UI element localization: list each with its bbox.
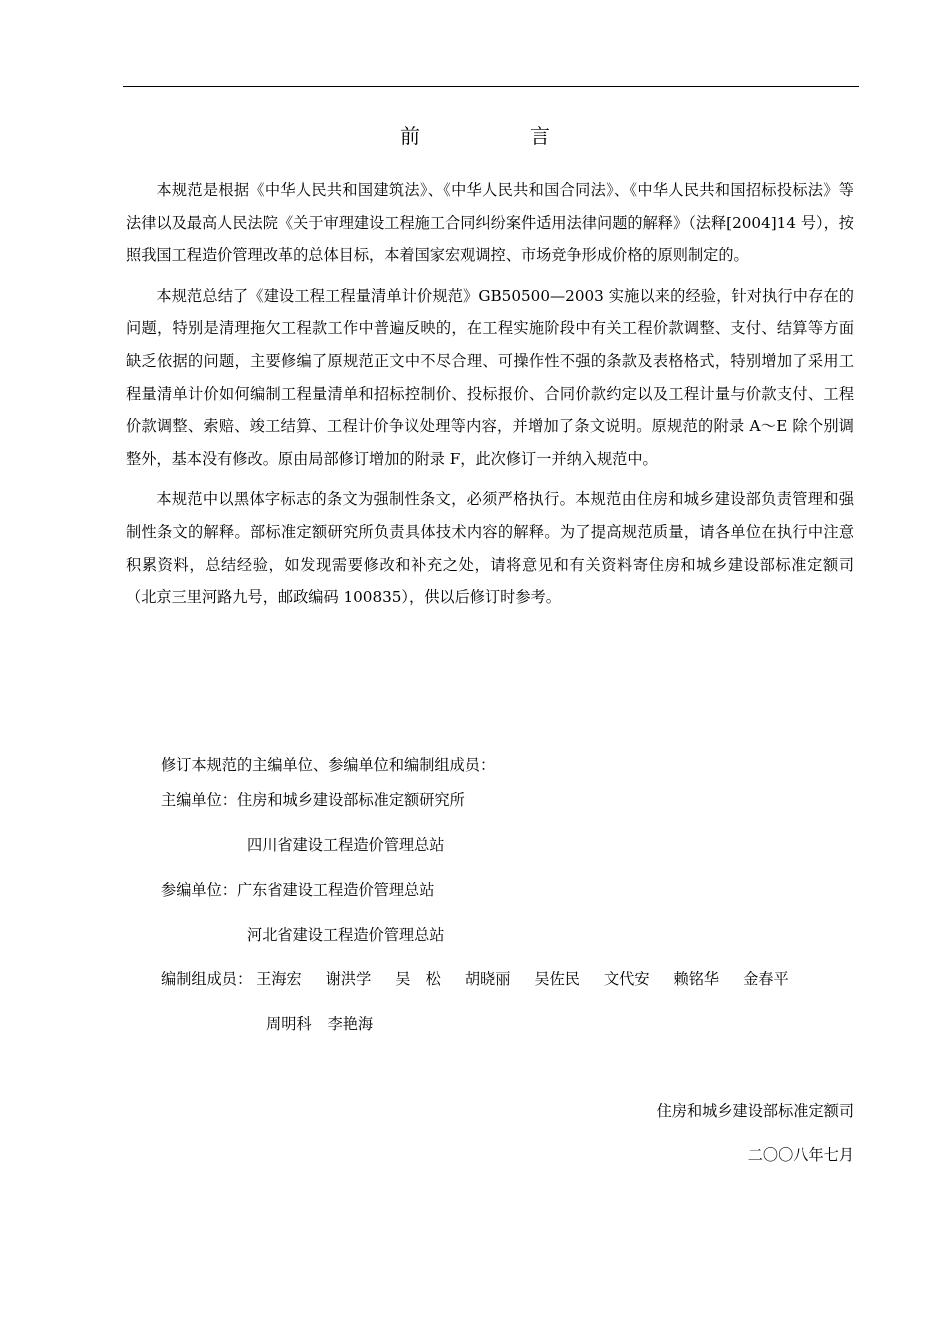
header-rule (123, 86, 859, 87)
chief-unit-1: 住房和城乡建设部标准定额研究所 (236, 791, 465, 809)
members-label: 编制组成员： (161, 970, 253, 988)
member-name: 谢洪学 (325, 970, 372, 988)
chief-unit-row (161, 789, 465, 811)
page-title (0, 122, 950, 150)
participant-unit-1: 广东省建设工程造价管理总站 (236, 881, 435, 899)
members-row-1 (161, 968, 789, 990)
signature: 住房和城乡建设部标准定额司 (656, 1102, 854, 1120)
member-name: 文代安 (603, 970, 650, 988)
paragraph-1: 本规范是根据《中华人民共和国建筑法》、《中华人民共和国合同法》、《中华人民共和国招标投标法》等法律以及最高人民法院《关于审理建设工程施工合同纠纷案件适用法律问题的解释》（法释[2004]14 号），按照我国工程造价管理改革的总体目标，本着国家宏观调控、市场竞争形成价格的原则制定的。 (126, 181, 854, 265)
member-name: 赖铭华 (673, 970, 720, 988)
member-name: 周明科 (266, 1015, 312, 1033)
member-name: 王海宏 (256, 970, 302, 988)
paragraph-3: 本规范中以黑体字标志的条文为强制性条文，必须严格执行。本规范由住房和城乡建设部负责管理和强制性条文的解释。部标准定额研究所负责具体技术内容的解释。为了提高规范质量，请各单位在执行中注意积累资料，总结经验，如发现需要修改和补充之处，请将意见和有关资料寄住房和城乡建设部标准定额司（北京三里河路九号，邮政编码 100835），供以后修订时参考。 (126, 490, 854, 607)
participant-unit-label: 参编单位： (161, 881, 237, 899)
title-char-2: 言 (530, 124, 550, 148)
date: 二〇〇八年七月 (747, 1146, 854, 1164)
member-name: 胡晓丽 (464, 970, 511, 988)
member-name: 金春平 (743, 970, 789, 988)
member-name: 吴 松 (395, 970, 441, 988)
participant-unit-2: 河北省建设工程造价管理总站 (247, 926, 445, 944)
member-name: 吴佐民 (534, 970, 580, 988)
title-char-1: 前 (400, 124, 420, 148)
chief-unit-label: 主编单位： (161, 791, 237, 809)
members-row-2 (266, 1013, 373, 1035)
chief-unit-2: 四川省建设工程造价管理总站 (247, 836, 445, 854)
preface-body (126, 174, 854, 622)
paragraph-2: 本规范总结了《建设工程工程量清单计价规范》GB50500—2003 实施以来的经验，针对执行中存在的问题，特别是清理拖欠工程款工作中普遍反映的，在工程实施阶段中有关工程价款调整、支付、结算等方面缺乏依据的问题，主要修编了原规范正文中不尽合理、可操作性不强的条款及表格格式，特别增加了采用工程量清单计价如何编制工程量清单和招标控制价、投标报价、合同价款约定以及工程计量与价款支付、工程价款调整、索赔、竣工结算、工程计价争议处理等内容，并增加了条文说明。原规范的附录 A～E 除个别调整外，基本没有修改。原由局部修订增加的附录 F，此次修订一并纳入规范中。 (126, 286, 854, 468)
participant-unit-row (161, 879, 434, 901)
member-name: 李艳海 (327, 1015, 374, 1033)
intro-line: 修订本规范的主编单位、参编单位和编制组成员： (161, 756, 496, 774)
